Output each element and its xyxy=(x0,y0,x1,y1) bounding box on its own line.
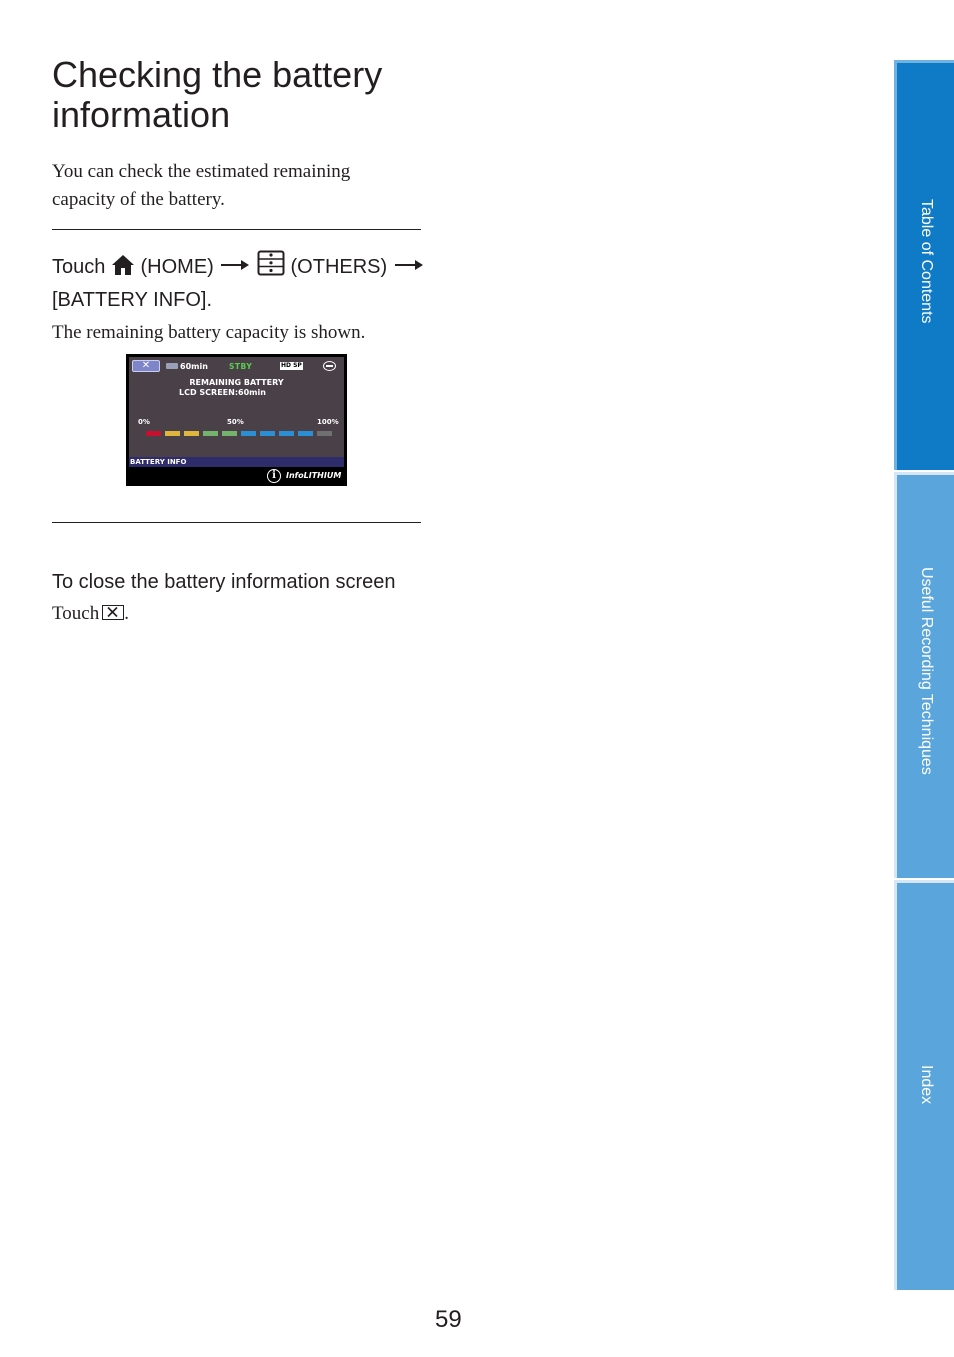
intro-line-2: capacity of the battery. xyxy=(52,189,225,210)
divider-top xyxy=(52,229,421,230)
lcd-brand: InfoLITHIUM xyxy=(286,471,342,480)
info-icon: i xyxy=(267,469,281,483)
tab-useful-recording-techniques-label: Useful Recording Techniques xyxy=(918,567,935,775)
lcd-battery-icon xyxy=(166,363,178,369)
lcd-heading xyxy=(129,378,344,398)
lcd-footer: BATTERY INFO xyxy=(129,457,344,467)
lcd-pct-0: 0% xyxy=(138,418,150,426)
lcd-capacity-segment xyxy=(241,431,256,436)
lcd-capacity-segment xyxy=(184,431,199,436)
tab-index-label: Index xyxy=(918,1065,935,1105)
arrow-right-icon xyxy=(395,249,423,279)
step-line-2: [BATTERY INFO]. xyxy=(52,289,213,311)
arrow-right-icon xyxy=(221,249,249,279)
step-line-1 xyxy=(52,249,427,285)
lcd-quality-badge: HD SP xyxy=(281,362,302,369)
procedure-step xyxy=(52,249,427,315)
tab-table-of-contents-label: Table of Contents xyxy=(918,199,935,324)
lcd-capacity-segment xyxy=(165,431,180,436)
home-icon xyxy=(111,254,135,285)
close-section-heading: To close the battery information screen xyxy=(52,571,396,593)
lcd-capacity-segment xyxy=(146,431,161,436)
others-icon xyxy=(257,250,285,285)
tab-index[interactable] xyxy=(894,880,954,1290)
lcd-capacity-segment xyxy=(298,431,313,436)
page-title-line-2: information xyxy=(52,94,231,135)
step-result-text: The remaining battery capacity is shown. xyxy=(52,322,366,343)
lcd-screenshot xyxy=(126,354,347,486)
divider-bottom xyxy=(52,522,421,523)
page-title xyxy=(52,55,452,135)
close-touch-text: Touch xyxy=(52,603,100,624)
lcd-capacity-segment xyxy=(260,431,275,436)
page-title-line-1: Checking the battery xyxy=(52,54,383,95)
page-number: 59 xyxy=(435,1306,462,1333)
lcd-close-button: ✕ xyxy=(132,360,160,372)
step-touch-text: Touch xyxy=(52,256,106,278)
close-x-icon xyxy=(102,605,124,620)
tab-useful-recording-techniques[interactable] xyxy=(894,472,954,878)
step-others-label: (OTHERS) xyxy=(290,256,388,278)
lcd-heading-line-2: LCD SCREEN:60min xyxy=(179,388,266,397)
lcd-bottom-bar xyxy=(129,467,344,483)
lcd-remaining-time: 60min xyxy=(180,362,208,371)
tab-table-of-contents[interactable] xyxy=(894,60,954,470)
lcd-display xyxy=(129,357,344,483)
lcd-pct-50: 50% xyxy=(227,418,244,426)
intro-paragraph xyxy=(52,158,412,214)
lcd-media-icon xyxy=(323,361,336,371)
close-instruction xyxy=(52,601,129,627)
lcd-capacity-segment xyxy=(317,431,332,436)
close-period: . xyxy=(124,603,129,624)
lcd-capacity-segment xyxy=(279,431,294,436)
lcd-heading-line-1: REMAINING BATTERY xyxy=(189,378,284,387)
lcd-status: STBY xyxy=(229,362,253,371)
lcd-capacity-segment xyxy=(203,431,218,436)
intro-line-1: You can check the estimated remaining xyxy=(52,161,351,182)
lcd-pct-100: 100% xyxy=(317,418,339,426)
step-home-label: (HOME) xyxy=(140,256,214,278)
lcd-capacity-segment xyxy=(222,431,237,436)
